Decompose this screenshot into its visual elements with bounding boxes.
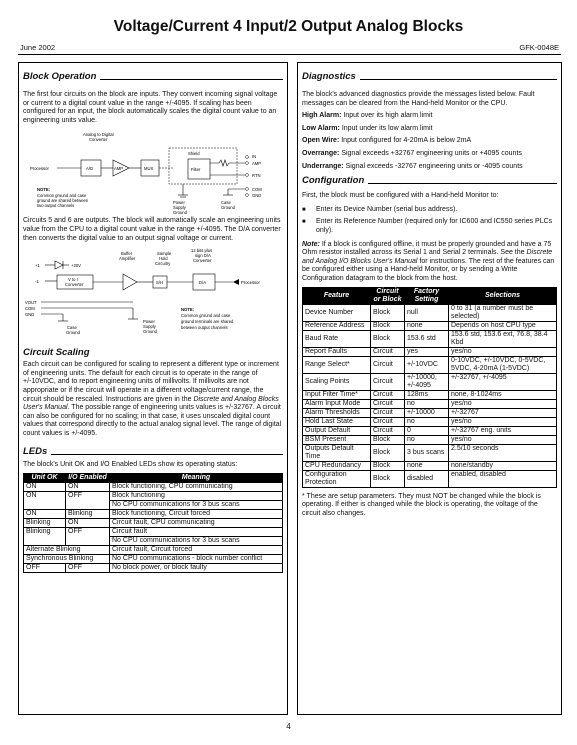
table-cell: Circuit bbox=[371, 426, 405, 435]
table-cell: Block bbox=[371, 304, 405, 321]
table-cell: Configuration Protection bbox=[303, 470, 371, 487]
led-table-header bbox=[24, 474, 283, 483]
d1-note: ground are shared between bbox=[37, 198, 89, 204]
d2-label: Processor bbox=[241, 280, 260, 286]
table-cell: 0 bbox=[405, 426, 449, 435]
table-cell: Block bbox=[371, 435, 405, 444]
block-operation-heading: Block Operation bbox=[23, 71, 283, 82]
table-cell: yes bbox=[405, 347, 449, 356]
table-row bbox=[303, 330, 557, 347]
config-col-factory: Factory Setting bbox=[405, 287, 449, 304]
circuit-scaling-para: Each circuit can be configured for scaling to represent a different type or increment of engineering units. The default for each circuit is to operate in the range of +/-10VDC, and to report engineering units of millivolts. If millivolts are not appropriate or if the circuit will operate in a different voltage/current range, the circuit should be rescaled. Instructions are given in the Discrete and Analog Blocks User's Manual. The possible range of engineering units values is +/-32767. A circuit can also be configured for no scaling; in that case, it uses unscaled digital count values that correspond directly to the actual analog signal level. The range of digital count values is +/-4095. bbox=[23, 361, 282, 437]
d2-label: VOUT bbox=[25, 300, 37, 306]
block-operation-para1: The first four circuits on the block are inputs. They convert incoming signal voltage or current to a digital count value in the range +/-4095. If scaling has been configured for an input, the block automatically scales the digital count value to an engineering units value. bbox=[23, 91, 278, 124]
table-cell: 0-10VDC, +/-10VDC, 0-5VDC, 5VDC, 4-20mA (1-5VDC) bbox=[449, 356, 557, 373]
table-cell: BSM Present bbox=[303, 435, 371, 444]
config-table-header bbox=[303, 287, 557, 304]
table-cell: Scaling Points bbox=[303, 373, 371, 390]
d1-note: Common ground and case bbox=[37, 193, 87, 199]
diag-item: Overrange: Signal exceeds +32767 engineering units or +4095 counts bbox=[302, 149, 522, 157]
list-item: ■ Enter its Device Number (serial bus address). bbox=[302, 205, 458, 213]
table-row bbox=[303, 356, 557, 373]
table-cell: none, 8-1024ms bbox=[449, 390, 557, 399]
list-item: ■ Enter its Reference Number (required only for IC600 and IC550 series PLCs only). bbox=[302, 218, 553, 234]
table-cell: 128ms bbox=[405, 390, 449, 399]
table-cell: yes/no bbox=[449, 347, 557, 356]
diag-item: Underrange: Signal exceeds -32767 engineering units or -4095 counts bbox=[302, 162, 523, 170]
table-cell: +/-32767, +/-4095 bbox=[449, 373, 557, 390]
d2-label: Hold bbox=[159, 256, 168, 262]
table-cell: Block bbox=[371, 330, 405, 347]
table-cell: CPU Redundancy bbox=[303, 461, 371, 470]
configuration-note: Note: If a block is configured offline, it must be properly grounded and have a 75 Ohm resistor installed across its Serial 1 and Serial 2 terminals. See the Discrete and Analog I/O Blocks User's Manual for instructions. The rest of the features can be configured either using a Hand-held Monitor, or by sending a Write Configuration datagram to the block from the host. bbox=[302, 240, 555, 282]
d2-label: Circuitry bbox=[155, 261, 171, 267]
d1-label: Filter bbox=[191, 167, 201, 173]
led-col-io-enabled: I/O Enabled bbox=[66, 474, 110, 483]
d2-label: S/H bbox=[156, 280, 163, 286]
left-column bbox=[18, 62, 288, 715]
table-cell: +/-10000 bbox=[405, 408, 449, 417]
configuration-footnote: * These are setup parameters. They must NOT be changed while the block is operating. If either is changed while the block is operating, the voltage of the circuit also changes. bbox=[302, 492, 541, 517]
table-cell: +/-10000, +/-4095 bbox=[405, 373, 449, 390]
circuit-scaling-heading: Circuit Scaling bbox=[23, 347, 90, 359]
d1-label: Ground bbox=[173, 210, 187, 216]
table-row bbox=[303, 408, 557, 417]
table-row bbox=[303, 347, 557, 356]
table-row: Blinking ON Circuit fault, CPU communicating bbox=[24, 519, 283, 528]
table-row: Alternate Blinking Circuit fault, Circuit forced bbox=[24, 546, 283, 555]
d2-label: Power bbox=[143, 319, 155, 325]
table-row bbox=[303, 399, 557, 408]
table-cell: Circuit bbox=[371, 399, 405, 408]
diagnostics-heading: Diagnostics bbox=[302, 71, 557, 82]
doc-date: June 2002 bbox=[20, 43, 56, 52]
table-cell: Circuit bbox=[371, 417, 405, 426]
d1-label: Power bbox=[173, 200, 185, 206]
d2-label: Converter bbox=[65, 282, 84, 288]
d1-label: Processor bbox=[30, 166, 49, 172]
config-col-selections: Selections bbox=[449, 287, 557, 304]
table-cell: yes/no bbox=[449, 399, 557, 408]
table-row bbox=[303, 461, 557, 470]
d2-label: V to I bbox=[68, 277, 78, 283]
d2-label: COM bbox=[25, 306, 35, 312]
d2-note-title: NOTE: bbox=[181, 307, 195, 313]
diag-item: Low Alarm: Input under its low alarm limit bbox=[302, 124, 433, 132]
table-cell: Circuit bbox=[371, 347, 405, 356]
diagnostics-list bbox=[302, 112, 557, 171]
d2-label: Sample bbox=[157, 251, 172, 257]
d2-label: Converter bbox=[193, 258, 212, 264]
table-cell: Device Number bbox=[303, 304, 371, 321]
table-cell: Reference Address bbox=[303, 321, 371, 330]
table-row bbox=[303, 321, 557, 330]
table-cell: 3 bus scans bbox=[405, 444, 449, 461]
table-cell: Baud Rate bbox=[303, 330, 371, 347]
table-cell: none bbox=[405, 321, 449, 330]
d2-label: Amplifier bbox=[119, 256, 136, 262]
table-cell: +/-32767 bbox=[449, 408, 557, 417]
table-cell: 153.6 std bbox=[405, 330, 449, 347]
page-title: Voltage/Current 4 Input/2 Output Analog Blocks bbox=[113, 18, 464, 35]
leds-heading: LEDs bbox=[23, 446, 283, 457]
table-cell: no bbox=[405, 417, 449, 426]
table-row bbox=[303, 444, 557, 461]
d1-label: IN bbox=[252, 154, 257, 160]
d1-label: MUX bbox=[144, 166, 154, 172]
table-row bbox=[303, 390, 557, 399]
config-col-feature: Feature bbox=[303, 287, 371, 304]
d1-label: Analog to Digital bbox=[83, 132, 114, 138]
d2-label: Ground bbox=[143, 329, 157, 335]
d1-label: AMP bbox=[252, 161, 262, 167]
table-cell: Block bbox=[371, 461, 405, 470]
doc-id: GFK-0048E bbox=[519, 43, 559, 52]
table-cell: yes/no bbox=[449, 435, 557, 444]
table-cell: none/standby bbox=[449, 461, 557, 470]
table-cell: Outputs Default Time bbox=[303, 444, 371, 461]
d2-label: D/A bbox=[199, 280, 206, 286]
table-cell: null bbox=[405, 304, 449, 321]
table-cell: Block bbox=[371, 470, 405, 487]
leds-intro: The block's Unit OK and I/O Enabled LEDs show its operating status: bbox=[23, 460, 238, 468]
table-cell: enabled, disabled bbox=[449, 470, 557, 487]
d2-label: Buffer bbox=[121, 251, 133, 257]
table-cell: disabled bbox=[405, 470, 449, 487]
table-cell: Range Select* bbox=[303, 356, 371, 373]
configuration-intro: First, the block must be configured with a Hand-held Monitor to: bbox=[302, 192, 499, 200]
configuration-heading: Configuration bbox=[302, 175, 557, 186]
table-row bbox=[303, 373, 557, 390]
table-cell: Block bbox=[371, 321, 405, 330]
table-cell: 153.6 std, 153.6 ext, 76.8, 38.4 Kbd bbox=[449, 330, 557, 347]
table-cell: Alarm Input Mode bbox=[303, 399, 371, 408]
table-cell: no bbox=[405, 435, 449, 444]
d1-note: two output channels bbox=[37, 203, 75, 209]
d1-label: COM bbox=[252, 187, 262, 193]
table-row bbox=[303, 470, 557, 487]
table-cell: Output Default bbox=[303, 426, 371, 435]
page-number: 4 bbox=[286, 722, 291, 731]
right-column bbox=[297, 62, 562, 715]
d1-label: AMP bbox=[114, 166, 124, 172]
d2-label: GND bbox=[25, 312, 35, 318]
d1-label: Case bbox=[221, 200, 231, 206]
led-col-meaning: Meaning bbox=[110, 474, 283, 483]
d1-label: A/D bbox=[86, 166, 93, 172]
led-table bbox=[23, 473, 283, 573]
table-cell: none bbox=[405, 461, 449, 470]
table-cell: Alarm Thresholds bbox=[303, 408, 371, 417]
table-row: Synchronous Blinking No CPU communications - block number conflict bbox=[24, 555, 283, 564]
configuration-table bbox=[302, 287, 557, 488]
d2-note: between output channels bbox=[181, 325, 228, 331]
table-cell: +/-32767 eng. units bbox=[449, 426, 557, 435]
configuration-bullets bbox=[302, 206, 557, 236]
d1-note-title: NOTE: bbox=[37, 187, 51, 193]
block-operation-para2: Circuits 5 and 6 are outputs. The block will automatically scale an engineering units value from the CPU to a digital count value in the range +/-4095. The D/A converter then converts the digital value to an output signal voltage or current. bbox=[23, 217, 281, 242]
diagnostics-intro: The block's advanced diagnostics provide the messages listed below. Fault messages can be cleared from the Hand-held Monitor or the CPU. bbox=[302, 91, 535, 107]
d2-label: Supply bbox=[143, 324, 156, 330]
d2-label: sign D/A bbox=[195, 253, 211, 259]
table-row bbox=[303, 304, 557, 321]
d1-label: Supply bbox=[173, 205, 186, 211]
table-cell: Report Faults bbox=[303, 347, 371, 356]
table-cell: 2.5/10 seconds bbox=[449, 444, 557, 461]
table-cell: Block bbox=[371, 444, 405, 461]
table-row: ON Blinking Block functioning, Circuit forced bbox=[24, 510, 283, 519]
config-col-circuit: Circuit or Block bbox=[371, 287, 405, 304]
table-row bbox=[303, 435, 557, 444]
d2-label: +20V bbox=[71, 263, 81, 269]
d2-label: Ground bbox=[66, 330, 80, 336]
d1-label: GND bbox=[252, 193, 262, 199]
input-circuit-diagram bbox=[23, 127, 283, 217]
diag-item: Open Wire: Input configured for 4-20mA is below 2mA bbox=[302, 137, 472, 145]
table-cell: Hold Last State bbox=[303, 417, 371, 426]
table-cell: Circuit bbox=[371, 373, 405, 390]
table-row bbox=[303, 417, 557, 426]
led-col-unit-ok: Unit OK bbox=[24, 474, 66, 483]
table-cell: Input Filter Time* bbox=[303, 390, 371, 399]
d2-label: +1 bbox=[35, 263, 40, 269]
d1-label: Converter bbox=[89, 137, 108, 143]
table-row: OFF OFF No block power, or block faulty bbox=[24, 564, 283, 573]
table-row: ON OFF Block functioning No CPU communications for 3 bus scans bbox=[24, 492, 283, 510]
table-row bbox=[303, 426, 557, 435]
d2-note: Common ground and case bbox=[181, 313, 231, 319]
d2-label: -1 bbox=[35, 279, 39, 285]
d1-label: RTN bbox=[252, 173, 261, 179]
diag-item: High Alarm: Input over its high alarm limit bbox=[302, 112, 433, 120]
table-cell: no bbox=[405, 399, 449, 408]
table-cell: +/-10VDC bbox=[405, 356, 449, 373]
d1-label: Ground bbox=[221, 205, 235, 211]
d2-note: ground terminals are shared bbox=[181, 319, 234, 325]
table-row: Blinking OFF Circuit fault No CPU communications for 3 bus scans bbox=[24, 528, 283, 546]
d1-label: Shield bbox=[188, 151, 200, 157]
header-rule bbox=[18, 54, 561, 55]
table-cell: Depends on host CPU type bbox=[449, 321, 557, 330]
output-circuit-diagram bbox=[23, 245, 283, 347]
d2-label: Case bbox=[67, 325, 77, 331]
table-cell: Circuit bbox=[371, 408, 405, 417]
table-row: ON ON Block functioning, CPU communicating bbox=[24, 483, 283, 492]
table-cell: Circuit bbox=[371, 390, 405, 399]
table-cell: yes/no bbox=[449, 417, 557, 426]
table-cell: Circuit bbox=[371, 356, 405, 373]
d2-label: 12 bits plus bbox=[191, 248, 213, 254]
table-cell: 0 to 31 (a number must be selected) bbox=[449, 304, 557, 321]
